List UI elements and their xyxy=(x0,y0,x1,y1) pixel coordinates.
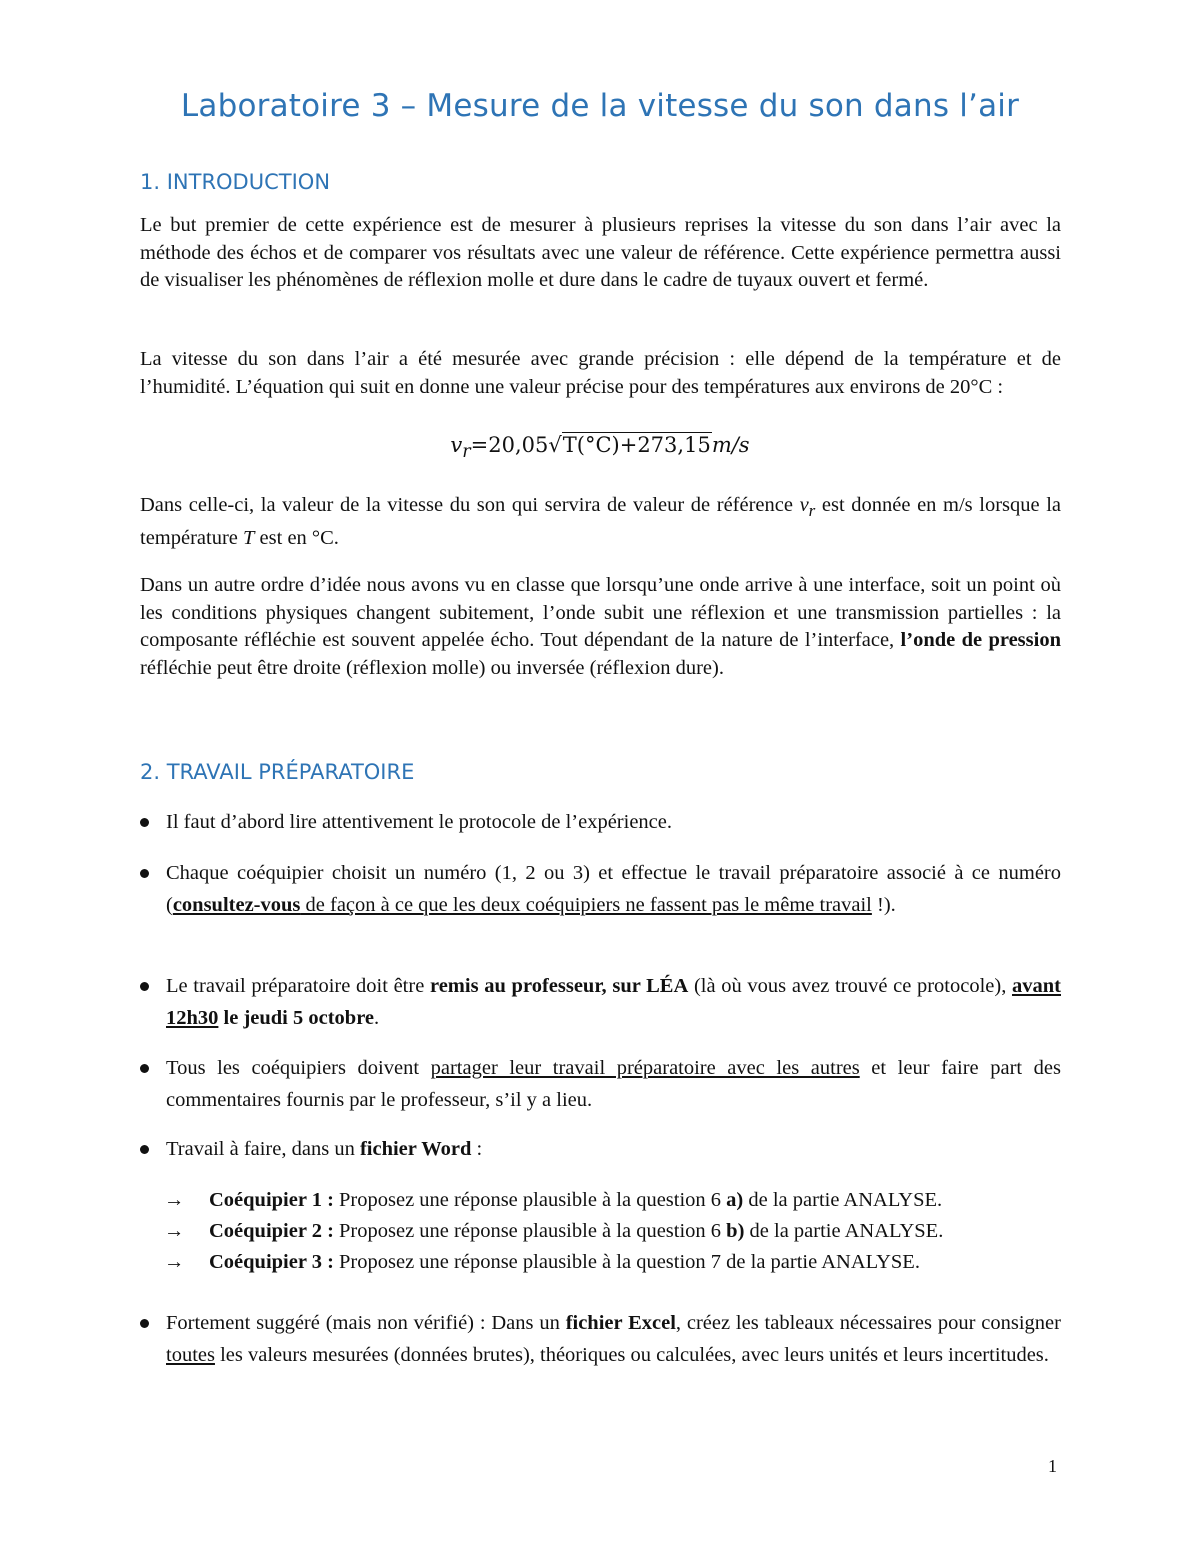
intro-paragraph-1: Le but premier de cette expérience est de mesurer à plusieurs reprises la vitesse du son dans l’air avec la méthode des échos et de comparer vos résultats avec une valeur de référence. Cette expérience permettra aussi de visualiser les phénomènes de réflexion molle et dure dans le cadre de tuyaux ouvert et fermé. xyxy=(140,214,1061,291)
coequipier-text: Proposez une réponse plausible à la question 6 xyxy=(333,1220,727,1242)
bullet-6-after: les valeurs mesurées (données brutes), théoriques ou calculées, avec leurs unités et leurs incertitudes. xyxy=(214,1343,1049,1366)
section-heading-introduction: 1. INTRODUCTION xyxy=(140,170,331,194)
p3-text-after-t: est en °C. xyxy=(254,526,339,549)
bullet-2-before: Chaque coéquipier choisit un numéro (1, 2 ou 3) et effectue le travail préparatoire associé à ce numéro ( xyxy=(166,862,1061,916)
bullet-2-after: !). xyxy=(871,893,896,916)
bullet-3-mid: (là où vous avez trouvé ce protocole), xyxy=(688,975,1013,997)
p3-text-before-v: Dans celle-ci, la valeur de la vitesse du son qui servira de valeur de référence xyxy=(140,494,800,516)
bullet-6-mid: , créez les tableaux nécessaires pour consigner xyxy=(675,1312,1061,1334)
p3-v-subscript: r xyxy=(808,501,816,521)
bullet-5-before: Travail à faire, dans un xyxy=(166,1138,360,1160)
bullet-3-bold-underline: avant 12h30 xyxy=(166,975,1061,1029)
coequipier-3-item xyxy=(164,1247,920,1277)
coequipier-text-after: de la partie ANALYSE. xyxy=(743,1189,943,1211)
coequipier-label: Coéquipier 3 : xyxy=(209,1251,334,1273)
p4-bold-term: l’onde de pression xyxy=(900,629,1061,651)
bullet-dot-icon xyxy=(140,1319,149,1328)
bullet-item xyxy=(140,858,1061,921)
coequipier-label: Coéquipier 2 : xyxy=(209,1220,334,1242)
bullet-dot-icon xyxy=(140,818,149,827)
intro-paragraph-4 xyxy=(140,572,1061,682)
bullet-6-bold: fichier Excel xyxy=(565,1312,676,1334)
bullet-item xyxy=(140,1308,1061,1371)
p4-text-before: Dans un autre ordre d’idée nous avons vu en classe que lorsqu’une onde arrive à une interface, soit un point où les conditions physiques changent subitement, l’onde subit une réflexion et une transmission partielles : la composante réfléchie est souvent appelée écho. Tout dépendant de la nature de l’interface, xyxy=(140,574,1061,651)
intro-paragraph-3 xyxy=(140,492,1061,552)
document-title: Laboratoire 3 – Mesure de la vitesse du son dans l’air xyxy=(180,88,1020,124)
arrow-right-icon: → xyxy=(164,1189,185,1211)
bullet-5-after: : xyxy=(471,1138,483,1160)
coequipier-text: Proposez une réponse plausible à la question 7 de la partie ANALYSE. xyxy=(333,1251,920,1273)
bullet-item xyxy=(140,1134,1061,1166)
bullet-dot-icon xyxy=(140,1064,149,1073)
arrow-right-icon: → xyxy=(164,1220,185,1242)
formula-unit: m/s xyxy=(711,433,750,457)
bullet-6-text xyxy=(166,1308,1061,1371)
formula-sqrt-symbol: √ xyxy=(548,433,562,457)
bullet-3-bold-1: remis au professeur, sur LÉA xyxy=(429,975,689,997)
coequipier-label: Coéquipier 1 : xyxy=(209,1189,334,1211)
p3-t-symbol: T xyxy=(243,526,255,549)
p3-text-after-v: est donnée en m/s lorsque la température xyxy=(140,494,1061,549)
bullet-6-underline: toutes xyxy=(166,1343,215,1366)
bullet-3-text xyxy=(166,971,1061,1034)
arrow-right-icon: → xyxy=(164,1251,185,1273)
coequipier-text-after: de la partie ANALYSE. xyxy=(744,1220,944,1242)
intro-paragraph-2: La vitesse du son dans l’air a été mesurée avec grande précision : elle dépend de la température et de l’humidité. L’équation qui suit en donne une valeur précise pour des températures aux environs de 20°C : xyxy=(140,348,1061,398)
bullet-2-bold-underline: consultez-vous xyxy=(172,893,301,916)
p3-v-symbol: v xyxy=(799,494,809,516)
bullet-3-bold-2: le jeudi 5 octobre xyxy=(223,1006,375,1029)
bullet-dot-icon xyxy=(140,869,149,878)
bullet-item xyxy=(140,971,1061,1034)
bullet-3-before: Le travail préparatoire doit être xyxy=(166,975,430,997)
bullet-dot-icon xyxy=(140,982,149,991)
bullet-item xyxy=(140,807,1061,839)
bullet-6-before: Fortement suggéré (mais non vérifié) : Dans un xyxy=(166,1312,566,1334)
bullet-4-text xyxy=(166,1053,1061,1116)
bullet-1-text: Il faut d’abord lire attentivement le protocole de l’expérience. xyxy=(166,811,673,833)
page-number: 1 xyxy=(1048,1456,1057,1476)
coequipier-2-item xyxy=(164,1216,943,1246)
coequipier-1-item xyxy=(164,1185,942,1215)
bullet-3-after: . xyxy=(374,1006,380,1029)
p4-text-after: réfléchie peut être droite (réflexion molle) ou inversée (réflexion dure). xyxy=(140,656,724,679)
formula-coefficient: =20,05 xyxy=(470,433,549,457)
coequipier-text: Proposez une réponse plausible à la question 6 xyxy=(333,1189,727,1211)
formula-radicand: T(°C)+273,15 xyxy=(562,433,711,457)
bullet-dot-icon xyxy=(140,1145,149,1154)
bullet-5-bold: fichier Word xyxy=(359,1138,472,1160)
coequipier-bold: a) xyxy=(726,1189,744,1211)
formula-velocity-subscript: r xyxy=(462,442,471,463)
formula-velocity-symbol: v xyxy=(450,433,463,457)
bullet-4-underline: partager leur travail préparatoire avec les autres xyxy=(430,1057,860,1079)
bullet-5-text xyxy=(166,1134,1061,1166)
bullet-2-text xyxy=(166,858,1061,921)
section-heading-travail-preparatoire: 2. TRAVAIL PRÉPARATOIRE xyxy=(140,760,415,784)
coequipier-bold: b) xyxy=(726,1220,745,1242)
bullet-4-before: Tous les coéquipiers doivent xyxy=(166,1057,431,1079)
speed-of-sound-formula xyxy=(0,430,1200,467)
bullet-2-underline: de façon à ce que les deux coéquipiers ne fassent pas le même travail xyxy=(300,893,872,916)
bullet-item xyxy=(140,1053,1061,1116)
bullet-4-after: et leur faire part des commentaires fournis par le professeur, s’il y a lieu. xyxy=(166,1057,1061,1111)
